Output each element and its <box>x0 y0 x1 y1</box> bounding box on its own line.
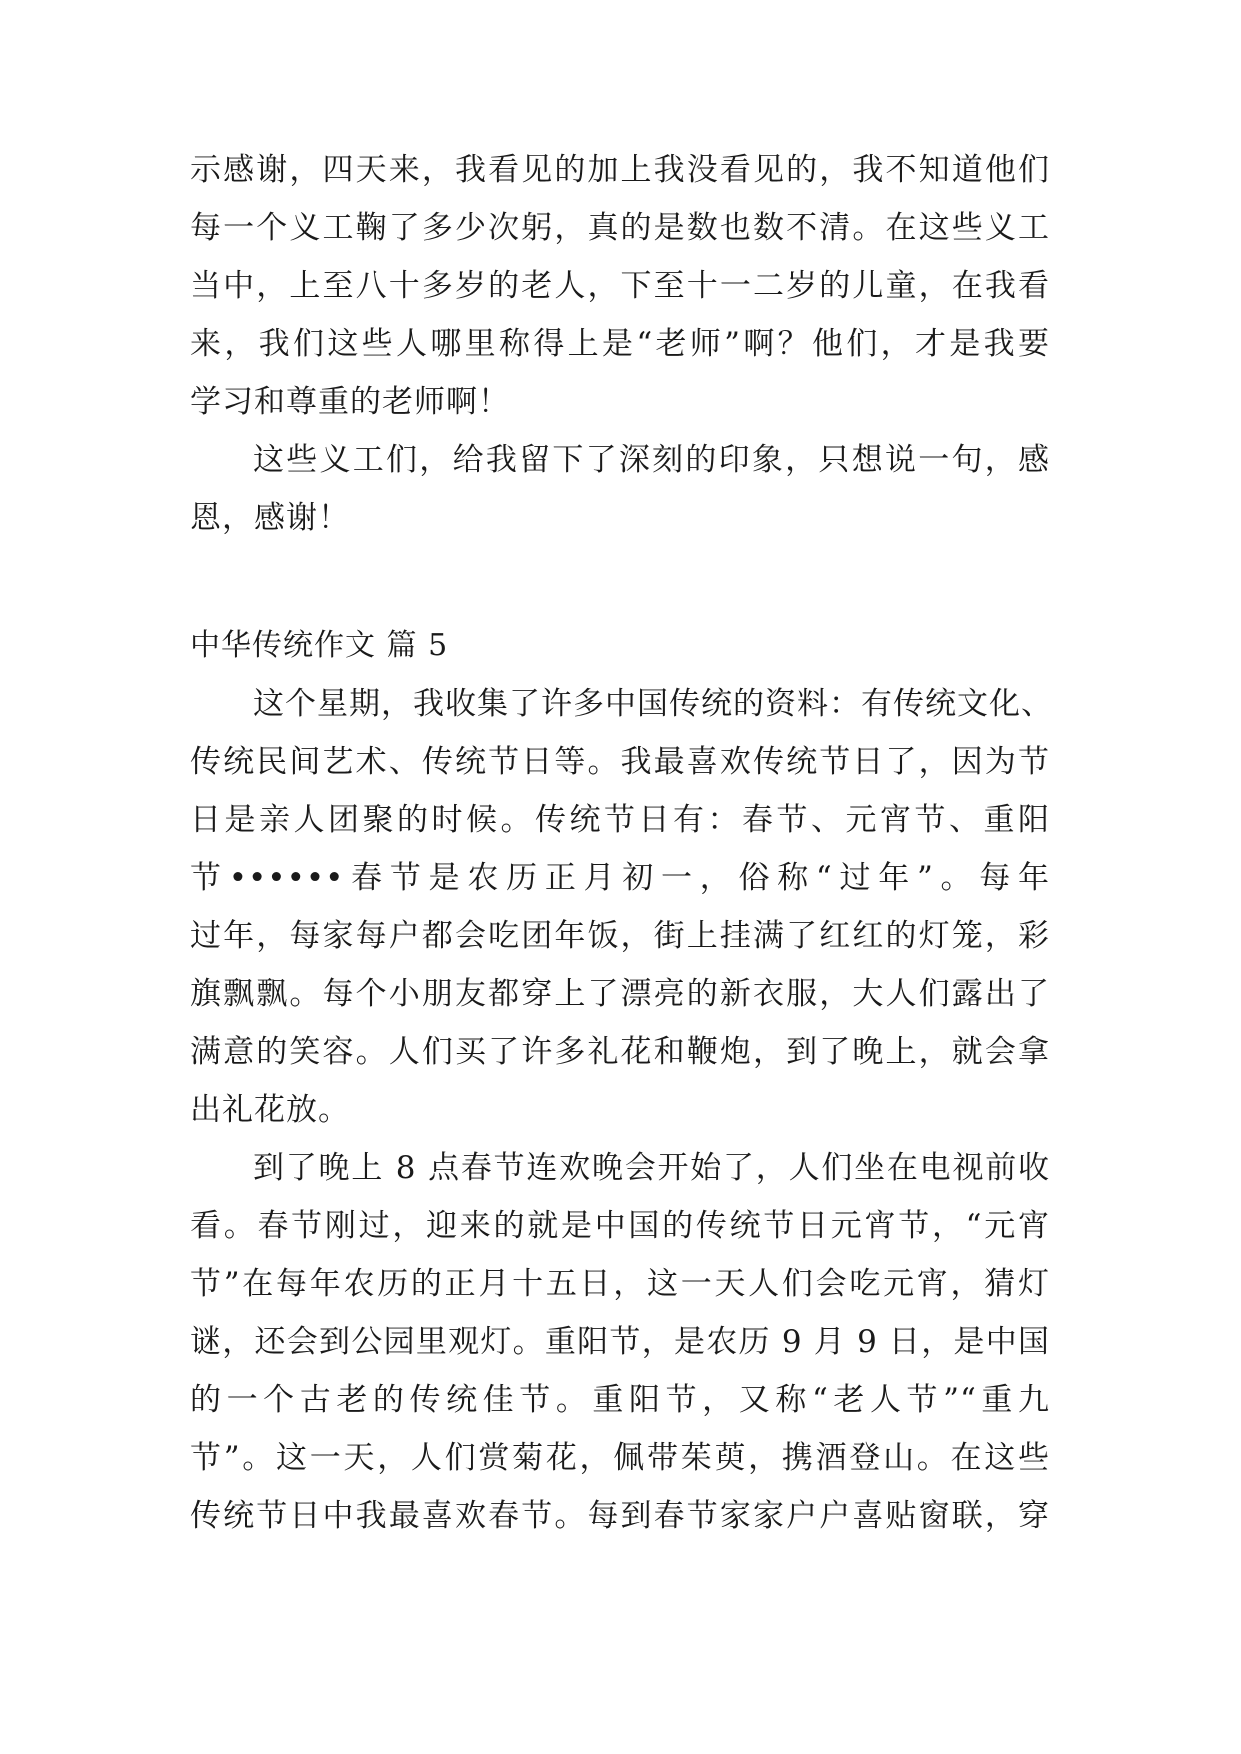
paragraph-line: 传统节日中我最喜欢春节。每到春节家家户户喜贴窗联，穿 <box>190 1498 1050 1534</box>
paragraph-line: 传统民间艺术、传统节日等。我最喜欢传统节日了，因为节 <box>190 744 1050 780</box>
paragraph-line: 旗飘飘。每个小朋友都穿上了漂亮的新衣服，大人们露出了 <box>190 976 1050 1012</box>
paragraph-line: 当中，上至八十多岁的老人，下至十一二岁的儿童，在我看 <box>190 268 1050 304</box>
paragraph-line: 节••••••春节是农历正月初一，俗称“过年”。每年 <box>190 860 1050 896</box>
paragraph-line: 的一个古老的传统佳节。重阳节，又称“老人节”“重九 <box>190 1382 1050 1418</box>
paragraph-line: 每一个义工鞠了多少次躬，真的是数也数不清。在这些义工 <box>190 210 1050 246</box>
section-heading: 中华传统作文 篇 5 <box>190 628 449 663</box>
paragraph-line: 来，我们这些人哪里称得上是“老师”啊？他们，才是我要 <box>190 326 1050 362</box>
paragraph-line: 谜，还会到公园里观灯。重阳节，是农历 9 月 9 日，是中国 <box>190 1324 1050 1360</box>
paragraph-line: 学习和尊重的老师啊！ <box>190 384 510 420</box>
paragraph-line: 日是亲人团聚的时候。传统节日有：春节、元宵节、重阳 <box>190 802 1050 838</box>
paragraph-line: 过年，每家每户都会吃团年饭，街上挂满了红红的灯笼，彩 <box>190 918 1050 954</box>
paragraph-line: 满意的笑容。人们买了许多礼花和鞭炮，到了晚上，就会拿 <box>190 1034 1050 1070</box>
paragraph-line: 节”在每年农历的正月十五日，这一天人们会吃元宵，猜灯 <box>190 1266 1050 1302</box>
paragraph-line: 节”。这一天，人们赏菊花，佩带茱萸，携酒登山。在这些 <box>190 1440 1050 1476</box>
paragraph-line: 这些义工们，给我留下了深刻的印象，只想说一句，感 <box>253 442 1050 478</box>
paragraph-line: 出礼花放。 <box>190 1092 350 1128</box>
paragraph-line: 看。春节刚过，迎来的就是中国的传统节日元宵节，“元宵 <box>190 1208 1050 1244</box>
paragraph-line: 这个星期，我收集了许多中国传统的资料：有传统文化、 <box>253 686 1053 722</box>
paragraph-line: 恩，感谢！ <box>190 500 350 536</box>
paragraph-line: 示感谢，四天来，我看见的加上我没看见的，我不知道他们 <box>190 152 1050 188</box>
paragraph-line: 到了晚上 8 点春节连欢晚会开始了，人们坐在电视前收 <box>253 1150 1050 1186</box>
